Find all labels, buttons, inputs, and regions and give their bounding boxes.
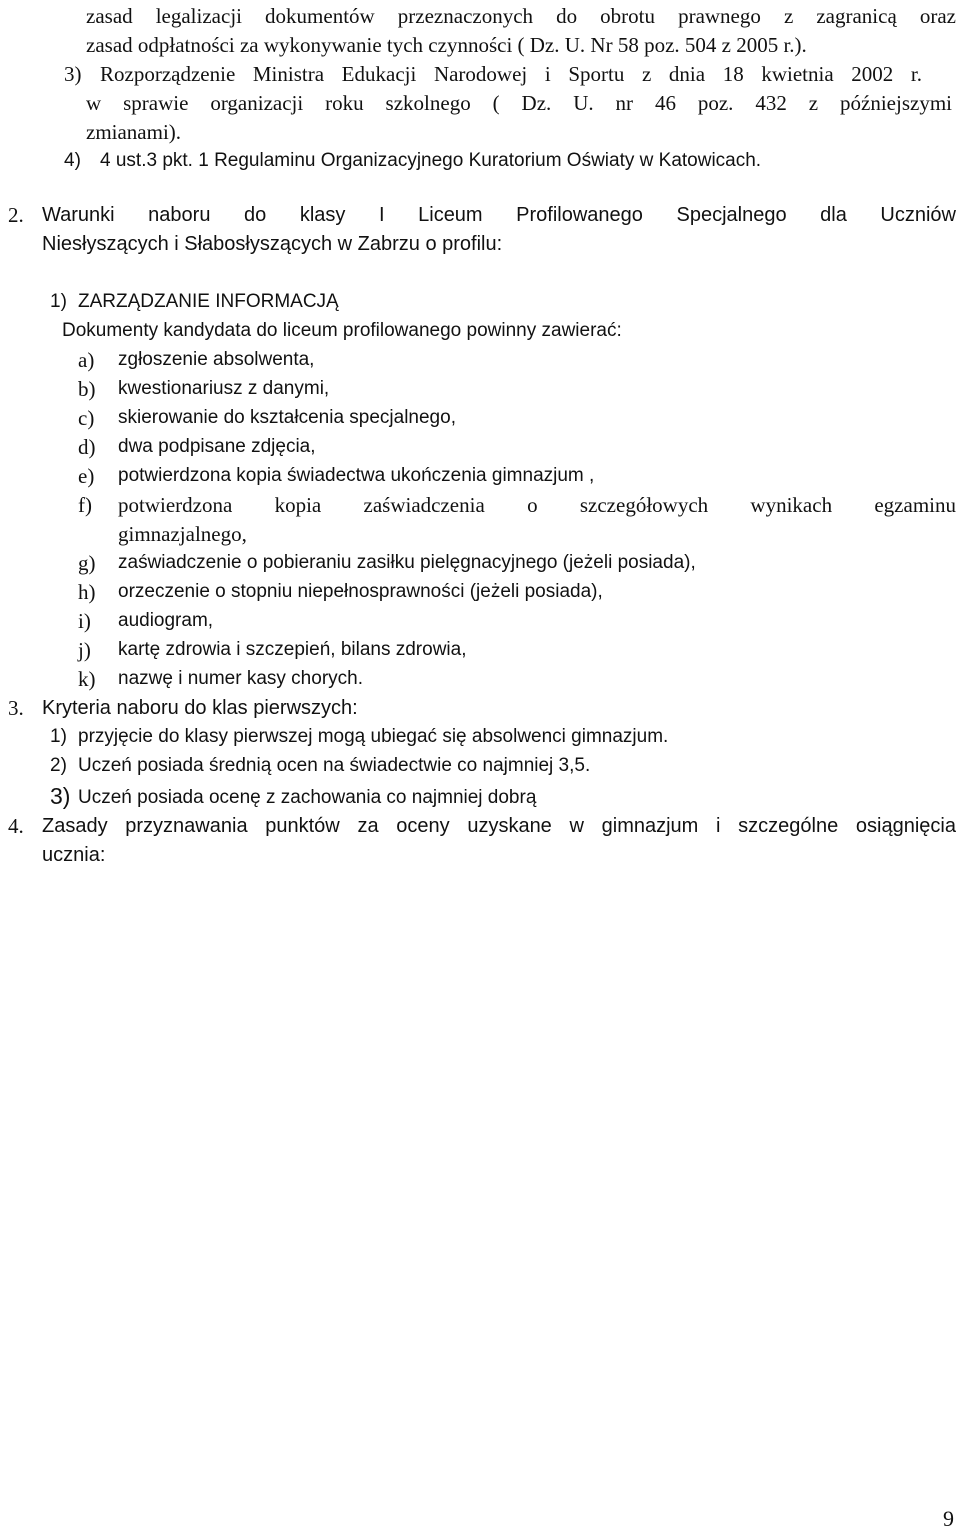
list-item: zgłoszenie absolwenta, [118, 349, 315, 370]
legal-basis-line-1: zasad legalizacji dokumentów przeznaczonych do obrotu prawnego z zagranicą oraz [86, 4, 956, 28]
list-item-number: 1) [50, 726, 67, 747]
list-item-letter: d) [78, 435, 96, 459]
profile-number: 1) [50, 291, 67, 312]
list-item: potwierdzona kopia świadectwa ukończenia gimnazjum , [118, 465, 595, 486]
legal-basis-item-3-line-3: zmianami). [86, 120, 182, 144]
list-item: zaświadczenie o pobieraniu zasiłku pielęgnacyjnego (jeżeli posiada), [118, 552, 696, 573]
list-item: kartę zdrowia i szczepień, bilans zdrowia, [118, 639, 467, 660]
legal-basis-item-3-line-2: w sprawie organizacji roku szkolnego ( Dz. U. nr 46 poz. 432 z późniejszymi [86, 91, 952, 115]
section-2-heading-line-1: Warunki naboru do klasy I Liceum Profilowanego Specjalnego dla Uczniów [42, 204, 956, 226]
list-item: przyjęcie do klasy pierwszej mogą ubiegać się absolwenci gimnazjum. [78, 726, 669, 747]
section-3-number: 3. [8, 696, 24, 720]
list-item-number: 2) [50, 755, 67, 776]
list-item-letter: b) [78, 377, 96, 401]
list-item: orzeczenie o stopniu niepełnosprawności (jeżeli posiada), [118, 581, 603, 602]
list-item: kwestionariusz z danymi, [118, 378, 330, 399]
legal-basis-item-3-number: 3) [64, 62, 82, 86]
legal-basis-item-3-line-1: Rozporządzenie Ministra Edukacji Narodowej i Sportu z dnia 18 kwietnia 2002 r. [100, 62, 922, 86]
section-3-title: Kryteria naboru do klas pierwszych: [42, 697, 358, 719]
list-item-letter: h) [78, 580, 96, 604]
list-item-continuation: gimnazjalnego, [118, 522, 247, 546]
list-item-letter: a) [78, 348, 95, 372]
documents-intro: Dokumenty kandydata do liceum profilowanego powinny zawierać: [62, 320, 622, 341]
list-item-letter: k) [78, 667, 96, 691]
list-item-letter: c) [78, 406, 95, 430]
list-item: potwierdzona kopia zaświadczenia o szczegółowych wynikach egzaminu [118, 493, 956, 517]
list-item-letter: j) [78, 638, 91, 662]
list-item-letter: f) [78, 493, 92, 517]
legal-basis-item-4-number: 4) [64, 150, 81, 171]
legal-basis-line-2: zasad odpłatności za wykonywanie tych czynności ( Dz. U. Nr 58 poz. 504 z 2005 r.). [86, 33, 807, 57]
legal-basis-item-4-text: 4 ust.3 pkt. 1 Regulaminu Organizacyjnego Kuratorium Oświaty w Katowicach. [100, 150, 762, 171]
list-item-letter: e) [78, 464, 95, 488]
section-4-heading-line-1: Zasady przyznawania punktów za oceny uzyskane w gimnazjum i szczególne osiągnięcia [42, 815, 956, 837]
page-number: 9 [943, 1506, 954, 1531]
list-item: audiogram, [118, 610, 214, 631]
list-item: Uczeń posiada średnią ocen na świadectwie co najmniej 3,5. [78, 755, 591, 776]
list-item: skierowanie do kształcenia specjalnego, [118, 407, 456, 428]
section-2-number: 2. [8, 203, 24, 227]
list-item-letter: g) [78, 551, 96, 575]
section-4-heading-line-2: ucznia: [42, 844, 106, 866]
list-item-letter: i) [78, 609, 91, 633]
list-item: nazwę i numer kasy chorych. [118, 668, 363, 689]
list-item-number: 3) [50, 783, 71, 809]
section-4-number: 4. [8, 814, 24, 838]
list-item: Uczeń posiada ocenę z zachowania co najmniej dobrą [78, 787, 537, 808]
section-2-heading-line-2: Niesłyszących i Słabosłyszących w Zabrzu o profilu: [42, 233, 503, 255]
list-item: dwa podpisane zdjęcia, [118, 436, 316, 457]
profile-name: ZARZĄDZANIE INFORMACJĄ [78, 291, 339, 312]
